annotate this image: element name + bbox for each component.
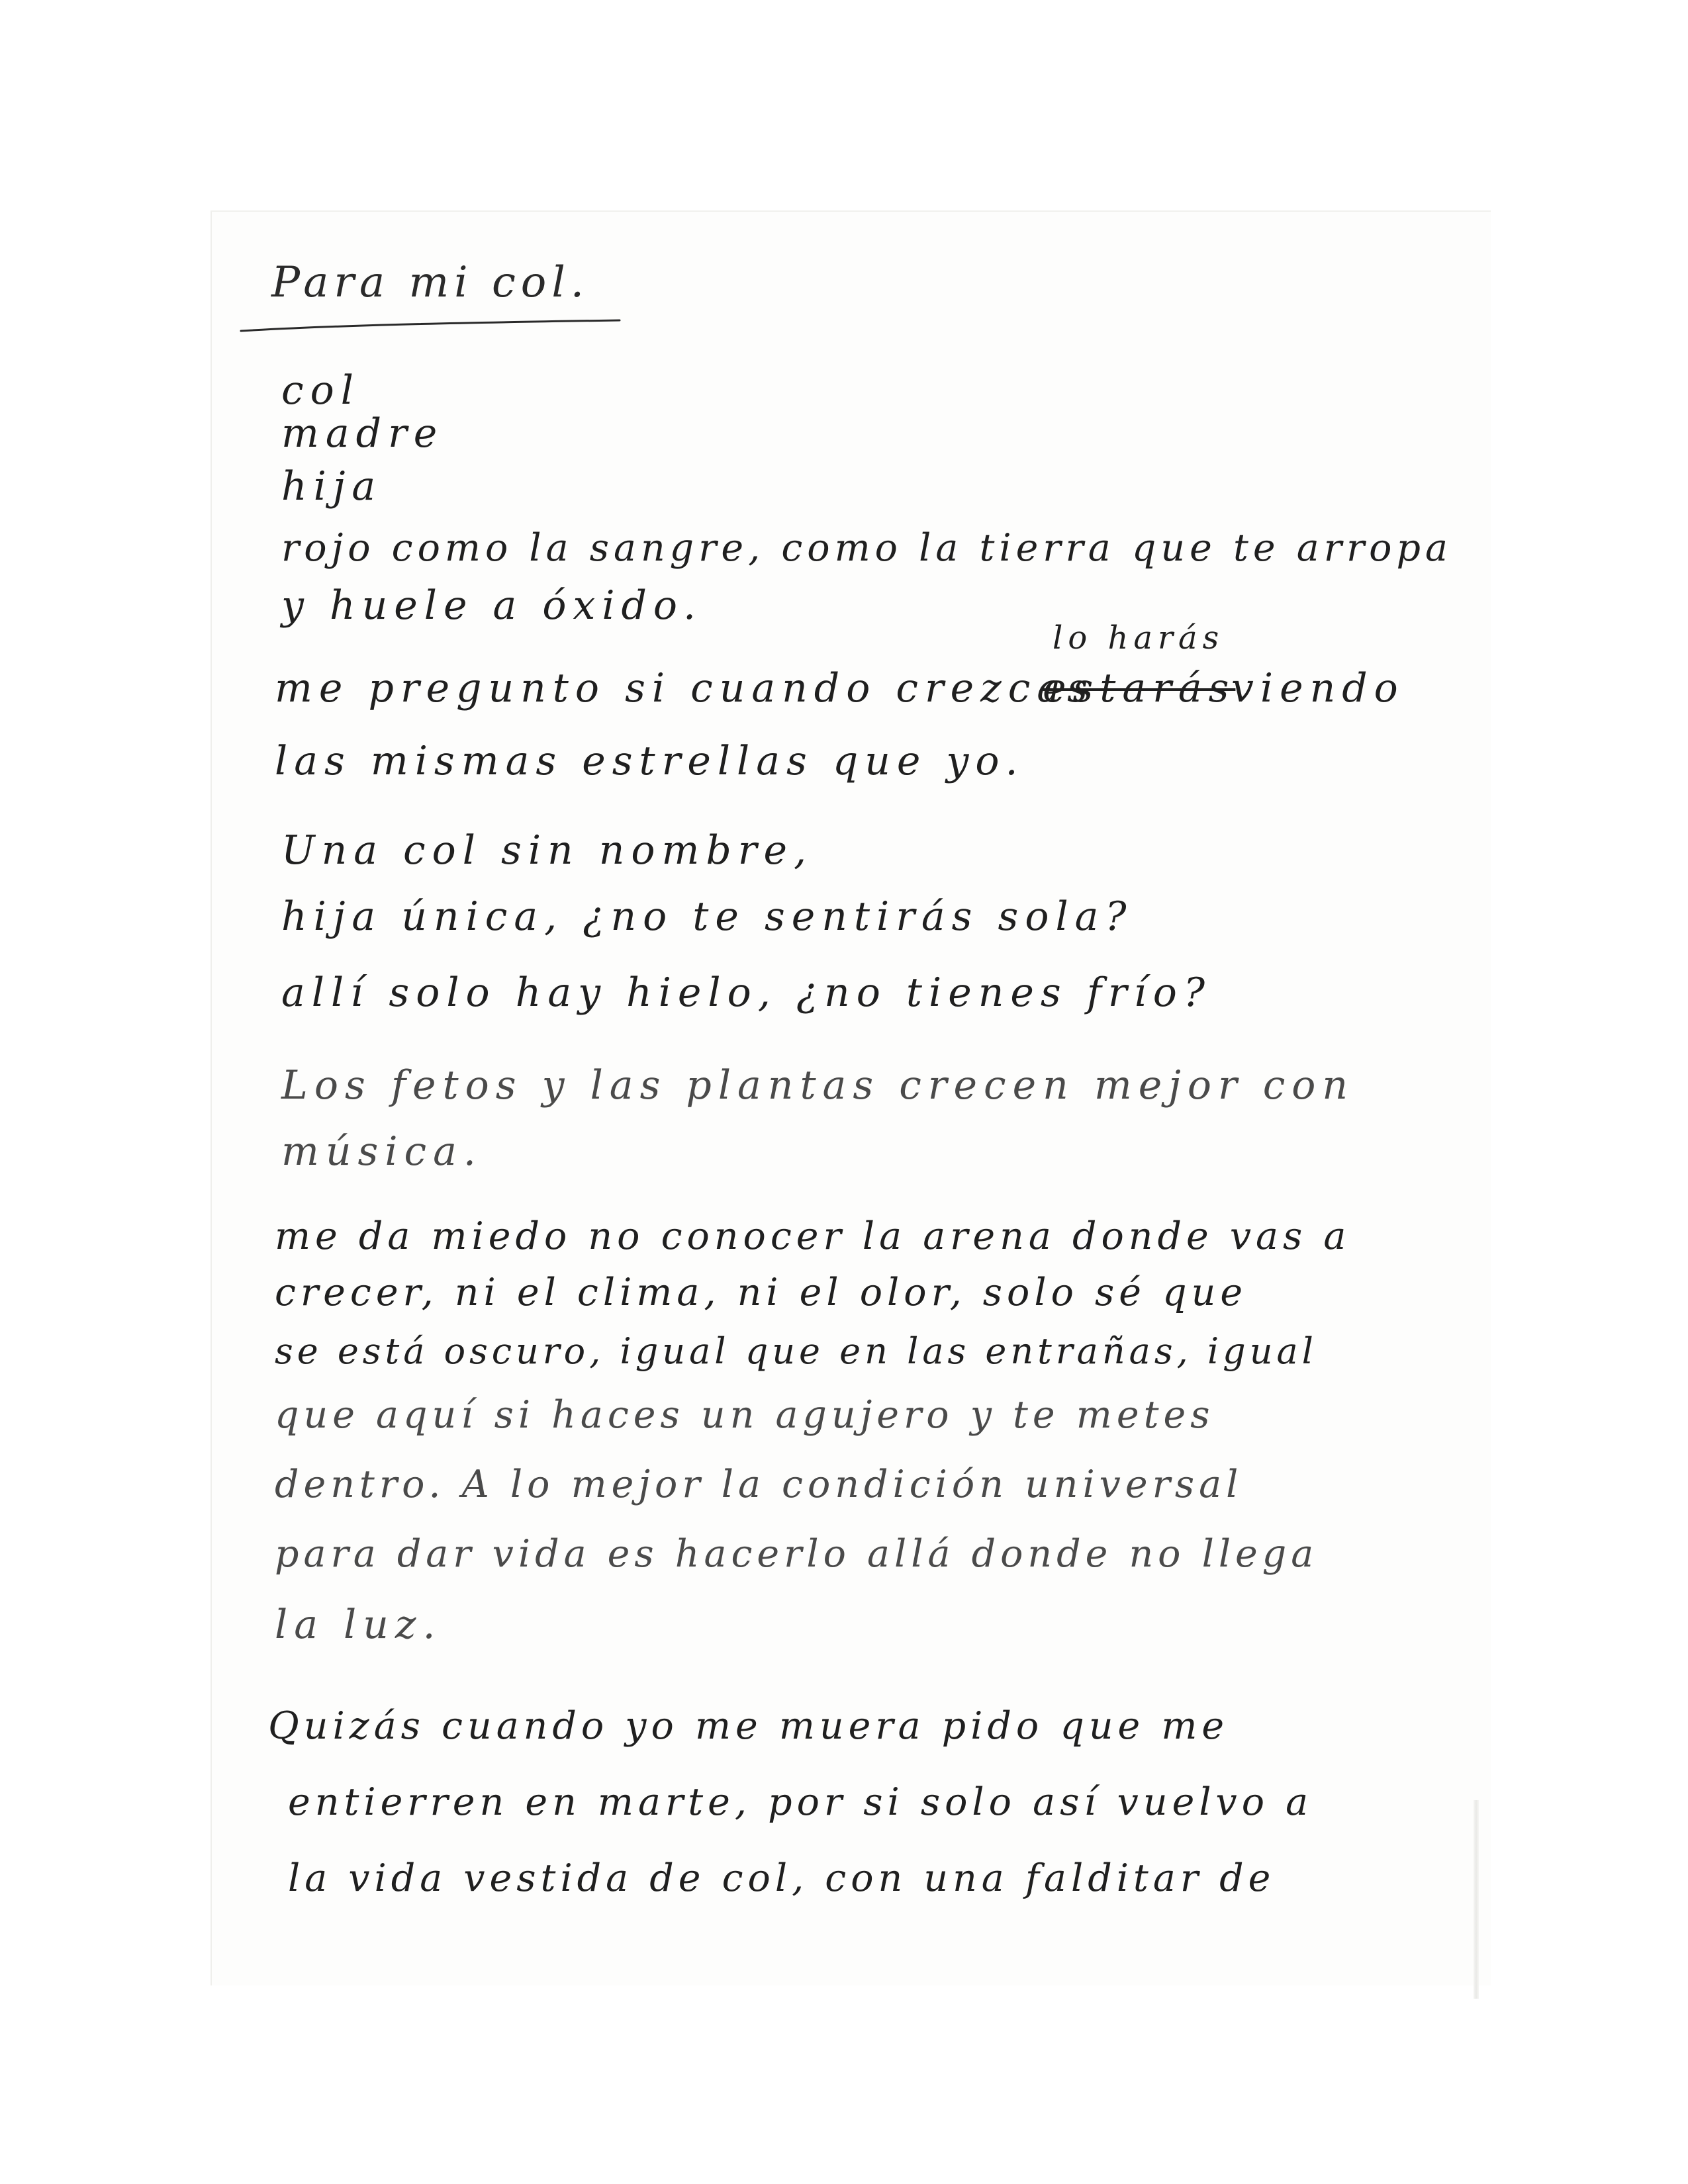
- poem-line: la luz.: [275, 1602, 442, 1648]
- poem-line: y huele a óxido.: [281, 582, 703, 629]
- poem-line: se está oscuro, igual que en las entrañas, igual: [275, 1330, 1317, 1372]
- poem-line: las mismas estrellas que yo.: [275, 738, 1025, 784]
- poem-line: crecer, ni el clima, ni el olor, solo sé que: [275, 1271, 1248, 1314]
- poem-line: hija única, ¿no te sentirás sola?: [281, 893, 1133, 940]
- struck-word: estarás: [1043, 665, 1236, 711]
- poem-line: Una col sin nombre,: [281, 827, 814, 874]
- poem-line: allí solo hay hielo, ¿no tienes frío?: [281, 970, 1212, 1016]
- poem-line: rojo como la sangre, como la tierra que te arropa: [281, 526, 1452, 570]
- poem-line: la vida vestida de col, con una falditar de: [288, 1856, 1276, 1900]
- poem-line: dentro. A lo mejor la condición universal: [275, 1463, 1243, 1506]
- poem-line: viendo: [1231, 665, 1405, 711]
- poem-line: música.: [281, 1128, 483, 1175]
- poem-line: me da miedo no conocer la arena donde vas a: [275, 1214, 1351, 1258]
- poem-line: entierren en marte, por si solo así vuelvo a: [288, 1780, 1313, 1824]
- poem-line: me pregunto si cuando crezcas: [275, 665, 1094, 711]
- poem-line: que aquí si haces un agujero y te metes: [275, 1393, 1215, 1437]
- insertion-note: lo harás: [1053, 619, 1225, 657]
- title-underline: [238, 316, 622, 336]
- poem-line: para dar vida es hacerlo allá donde no llega: [275, 1532, 1319, 1576]
- poem-line: hija: [281, 463, 383, 510]
- poem-line: madre: [281, 410, 444, 457]
- document-title: Para mi col.: [271, 258, 590, 307]
- poem-line: col: [281, 367, 360, 414]
- poem-line: Quizás cuando yo me muera pido que me: [268, 1704, 1229, 1748]
- poem-line: Los fetos y las plantas crecen mejor con: [281, 1062, 1355, 1109]
- paper-edge-shadow: [1474, 1800, 1479, 1999]
